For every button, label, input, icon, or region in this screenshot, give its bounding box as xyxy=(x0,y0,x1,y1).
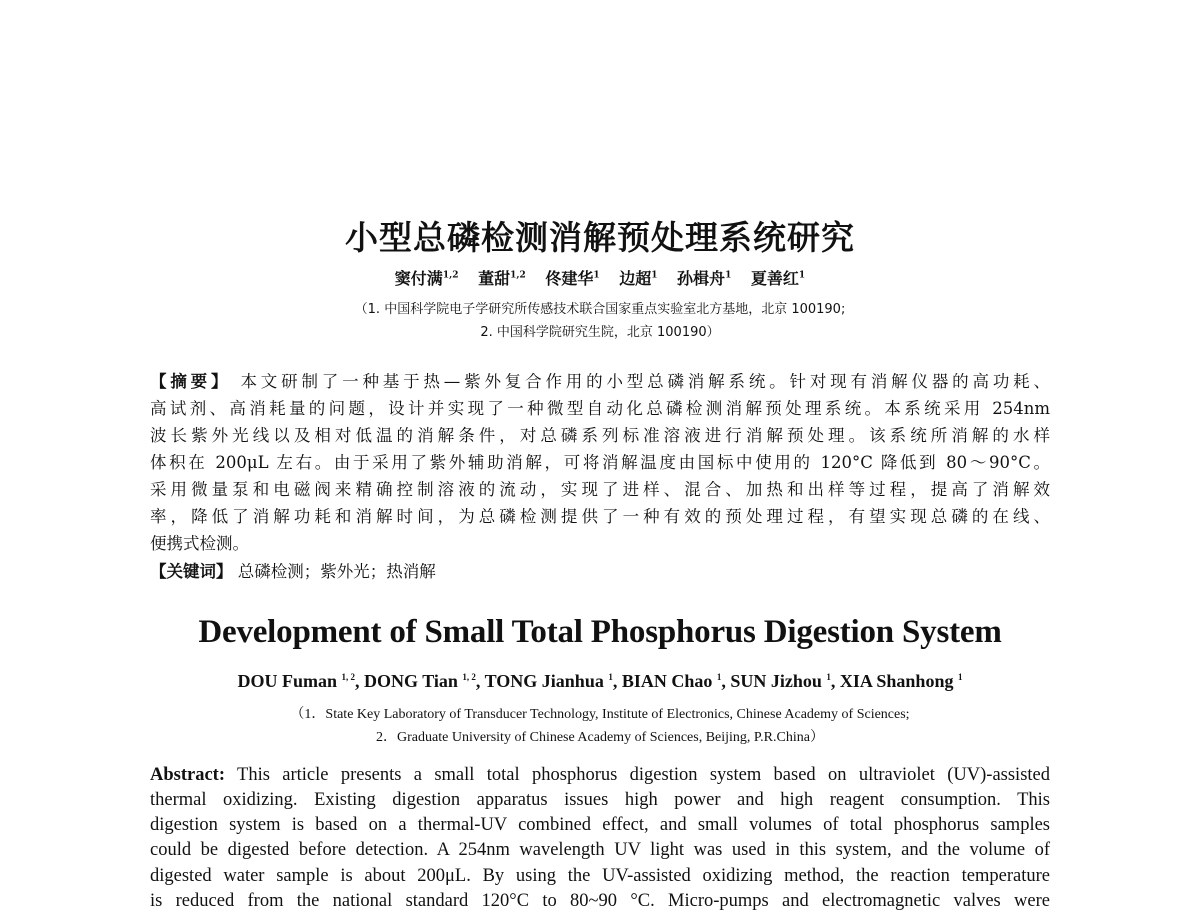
author: 孙楫舟$^1$ xyxy=(677,269,732,288)
author: 边超$^1$ xyxy=(619,269,658,288)
chinese-abstract-line: 体积在 200μL 左右。由于采用了紫外辅助消解，可将消解温度由国标中使用的 120°C 降低到 80～90°C。 xyxy=(150,453,1050,472)
author: DOU Fuman $^{1, 2}$, xyxy=(237,671,360,691)
english-abstract-line: thermal oxidizing. Existing digestion apparatus issues high power and high reagent consumption. This xyxy=(150,790,1050,810)
english-abstract-line: could be digested before detection. A 254nm wavelength UV light was used in this system, and the volume of xyxy=(150,840,1050,860)
chinese-abstract-line: 便携式检测。 xyxy=(150,534,249,553)
chinese-abstract-line: 高试剂、高消耗量的问题，设计并实现了一种微型自动化总磷检测消解预处理系统。本系统采用 254nm xyxy=(150,399,1050,418)
chinese-abstract-line: 率，降低了消解功耗和消解时间，为总磷检测提供了一种有效的预处理过程，有望实现总磷的在线、 xyxy=(150,507,1050,526)
author: 夏善红$^1$ xyxy=(750,269,806,288)
english-abstract-line: Abstract: This article presents a small total phosphorus digestion system based on ultraviolet (UV)-assisted xyxy=(150,765,1050,785)
author: TONG Jianhua $^1$, xyxy=(484,671,618,691)
chinese-abstract-line: 波长紫外光线以及相对低温的消解条件，对总磷系列标准溶液进行消解预处理。该系统所消解的水样 xyxy=(150,426,1050,445)
english-abstract-line: digestion system is based on a thermal-UV combined effect, and small volumes of total phosphorus samples xyxy=(150,815,1050,835)
author: 窦付满$^{1,2}$ xyxy=(394,269,459,288)
english-abstract-line: digested water sample is about 200μL. By using the UV-assisted oxidizing method, the reaction temperature xyxy=(150,866,1050,886)
author: SUN Jizhou $^1$, xyxy=(730,671,836,691)
author: BIAN Chao $^1$, xyxy=(621,671,726,691)
english-affiliation-1: （1．State Key Laboratory of Transducer Technology, Institute of Electronics, Chinese Academy of Sciences; xyxy=(290,707,910,722)
english-abstract-line: is reduced from the national standard 120°C to 80~90 °C. Micro-pumps and electromagnetic valves were xyxy=(150,891,1050,911)
chinese-abstract-line: 采用微量泵和电磁阀来精确控制溶液的流动，实现了进样、混合、加热和出样等过程，提高了消解效 xyxy=(150,480,1050,499)
keywords-label: 【关键词】 xyxy=(150,562,233,581)
abstract-label: Abstract: xyxy=(150,765,226,785)
english-title: Development of Small Total Phosphorus Digestion System xyxy=(198,614,1002,650)
author: DONG Tian $^{1, 2}$, xyxy=(364,671,481,691)
author: 董甜$^{1,2}$ xyxy=(478,269,526,288)
chinese-abstract-line: 【摘要】 本文研制了一种基于热—紫外复合作用的小型总磷消解系统。针对现有消解仪器的高功耗、 xyxy=(150,372,1051,391)
author: XIA Shanhong $^1$ xyxy=(839,671,963,691)
chinese-keywords: 【关键词】 总磷检测；紫外光；热消解 xyxy=(150,562,436,581)
chinese-affiliation-2: 2. 中国科学院研究生院，北京 100190） xyxy=(480,325,720,340)
chinese-authors xyxy=(0,266,1200,289)
chinese-title: 小型总磷检测消解预处理系统研究 xyxy=(345,218,855,257)
author: 佟建华$^1$ xyxy=(545,269,600,288)
chinese-affiliation-1: （1. 中国科学院电子学研究所传感技术联合国家重点实验室北方基地，北京 100190; xyxy=(354,302,846,317)
english-authors xyxy=(0,671,1200,692)
english-affiliation-2: 2．Graduate University of Chinese Academy of Sciences, Beijing, P.R.China） xyxy=(376,730,824,745)
abstract-label: 【摘要】 xyxy=(150,372,232,391)
